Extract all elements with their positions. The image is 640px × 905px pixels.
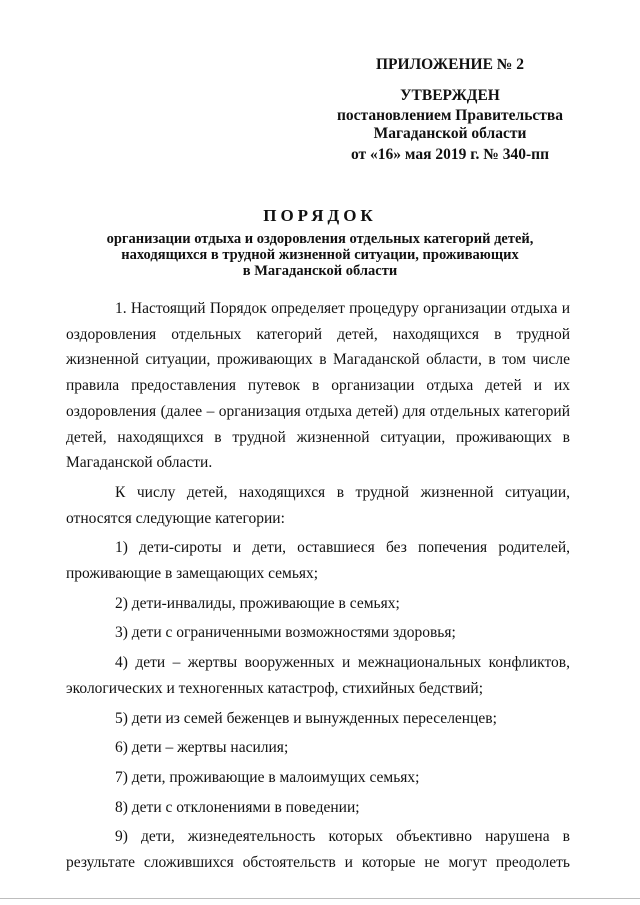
list-item-4: 4) дети – жертвы вооруженных и межнациональных конфликтов, экологических и техногенных катастроф, стихийных бедствий; [66,654,570,697]
paragraph-categories-intro: К числу детей, находящихся в трудной жизненной ситуации, относятся следующие категории: [66,483,570,527]
decree-date-line: от «16» мая 2019 г. № 340-пп [350,146,549,163]
list-item-9: 9) дети, жизнедеятельность которых объективно нарушена в результате сложившихся обстоятельств и которые не могут преодолеть [66,828,570,872]
list-item-1: 1) дети-сироты и дети, оставшиеся без попечения родителей, проживающие в замещающих семьях; [66,539,570,583]
approved-by-line-2: Магаданской области [373,125,527,142]
paragraph-1: 1. Настоящий Порядок определяет процедуру организации отдыха и оздоровления отдельных категорий детей, находящихся в трудной жизненной ситуации, проживающих в Магаданской области, в том числе правила предоставления путевок в организации отдыха детей и их оздоровления (далее – организация отдыха детей) для отдельных категорий детей, находящихся в трудной жизненной ситуации, проживающих в Магаданской области. [66,300,570,472]
document-body [66,296,570,876]
document-subtitle-line-1: организации отдыха и оздоровления отдельных категорий детей, [106,231,534,247]
list-item-3: 3) дети с ограниченными возможностями здоровья; [115,624,456,642]
list-item-2: 2) дети-инвалиды, проживающие в семьях; [115,594,400,612]
list-item-7: 7) дети, проживающие в малоимущих семьях; [115,768,420,786]
list-item-8: 8) дети с отклонениями в поведении; [115,798,360,816]
list-item-5: 5) дети из семей беженцев и вынужденных переселенцев; [115,709,497,727]
approved-by-line-1: постановлением Правительства [336,107,564,124]
document-title-block [60,206,580,279]
document-subtitle-line-2: находящихся в трудной жизненной ситуации, проживающих [121,247,519,263]
list-item-6: 6) дети – жертвы насилия; [115,739,289,757]
approved-label: УТВЕРЖДЕН [400,87,500,104]
appendix-label: ПРИЛОЖЕНИЕ № 2 [376,56,524,73]
document-title: ПОРЯДОК [263,206,377,225]
page-bottom-edge [0,898,640,899]
document-subtitle-line-3: в Магаданской области [242,263,398,279]
approval-block [300,56,600,164]
